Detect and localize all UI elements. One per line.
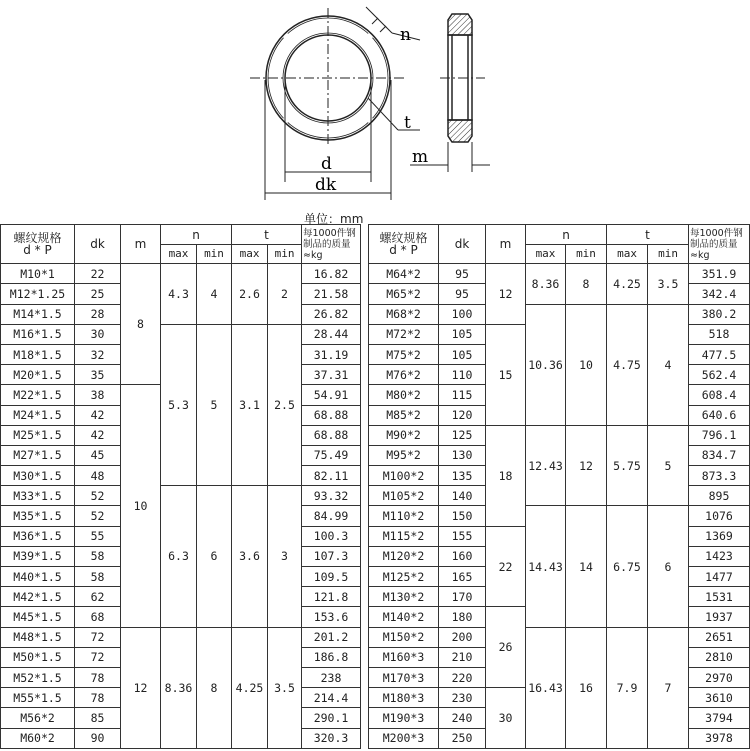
dk-cell: 220 — [439, 667, 486, 687]
spec-cell: M95*2 — [369, 445, 439, 465]
spec-cell: M80*2 — [369, 385, 439, 405]
header-weight: 每1000件钢制品的质量 ≈kg — [302, 225, 361, 264]
label-n: n — [400, 25, 411, 45]
dk-cell: 105 — [439, 324, 486, 344]
round-nut-drawing — [0, 0, 750, 210]
t-max-cell: 3.1 — [232, 324, 268, 486]
dk-cell: 230 — [439, 688, 486, 708]
dk-cell: 52 — [75, 486, 121, 506]
weight-cell: 84.99 — [302, 506, 361, 526]
dk-cell: 35 — [75, 365, 121, 385]
n-max-cell: 16.43 — [526, 627, 566, 748]
spec-cell: M18*1.5 — [1, 344, 75, 364]
weight-cell: 186.8 — [302, 647, 361, 667]
header-t-max: max — [232, 245, 268, 264]
dk-cell: 95 — [439, 264, 486, 284]
weight-cell: 2810 — [689, 647, 750, 667]
spec-cell: M90*2 — [369, 425, 439, 445]
header-spec — [1, 225, 75, 264]
weight-cell: 37.31 — [302, 365, 361, 385]
spec-cell: M22*1.5 — [1, 385, 75, 405]
spec-cell: M180*3 — [369, 688, 439, 708]
spec-cell: M52*1.5 — [1, 667, 75, 687]
weight-cell: 82.11 — [302, 466, 361, 486]
t-max-cell: 4.25 — [232, 627, 268, 748]
weight-cell: 107.3 — [302, 546, 361, 566]
dk-cell: 78 — [75, 667, 121, 687]
dk-cell: 78 — [75, 688, 121, 708]
spec-cell: M110*2 — [369, 506, 439, 526]
dk-cell: 42 — [75, 405, 121, 425]
t-max-cell: 3.6 — [232, 486, 268, 627]
spec-cell: M120*2 — [369, 546, 439, 566]
weight-cell: 75.49 — [302, 445, 361, 465]
table-row — [1, 324, 361, 344]
spec-cell: M50*1.5 — [1, 647, 75, 667]
spec-cell: M30*1.5 — [1, 466, 75, 486]
dk-cell: 28 — [75, 304, 121, 324]
t-min-cell: 5 — [648, 425, 689, 506]
spec-cell: M35*1.5 — [1, 506, 75, 526]
spec-cell: M115*2 — [369, 526, 439, 546]
dk-cell: 52 — [75, 506, 121, 526]
n-min-cell: 4 — [197, 264, 232, 325]
dk-cell: 130 — [439, 445, 486, 465]
m-cell: 30 — [486, 688, 526, 749]
spec-cell: M55*1.5 — [1, 688, 75, 708]
dk-cell: 90 — [75, 728, 121, 748]
spec-cell: M125*2 — [369, 567, 439, 587]
dk-cell: 135 — [439, 466, 486, 486]
t-max-cell: 4.25 — [607, 264, 648, 304]
header-t-min: min — [648, 245, 689, 264]
dk-cell: 72 — [75, 647, 121, 667]
header-spec-line1: 螺纹规格 — [13, 231, 62, 246]
spec-table-left — [0, 224, 361, 749]
t-max-cell: 5.75 — [607, 425, 648, 506]
n-min-cell: 5 — [197, 324, 232, 486]
dk-cell: 25 — [75, 284, 121, 304]
weight-cell: 380.2 — [689, 304, 750, 324]
spec-cell: M65*2 — [369, 284, 439, 304]
dk-cell: 62 — [75, 587, 121, 607]
n-max-cell: 10.36 — [526, 304, 566, 425]
dk-cell: 140 — [439, 486, 486, 506]
weight-cell: 1477 — [689, 567, 750, 587]
label-d: d — [321, 154, 332, 174]
header-t-min: min — [268, 245, 302, 264]
weight-cell: 518 — [689, 324, 750, 344]
weight-cell: 68.88 — [302, 425, 361, 445]
header-dk: dk — [75, 225, 121, 264]
spec-cell: M56*2 — [1, 708, 75, 728]
t-min-cell: 3.5 — [648, 264, 689, 304]
spec-cell: M40*1.5 — [1, 567, 75, 587]
n-max-cell: 5.3 — [161, 324, 197, 486]
dk-cell: 95 — [439, 284, 486, 304]
weight-cell: 1076 — [689, 506, 750, 526]
weight-cell: 2651 — [689, 627, 750, 647]
t-max-cell: 2.6 — [232, 264, 268, 325]
dimension-lines — [265, 7, 490, 200]
weight-cell: 93.32 — [302, 486, 361, 506]
n-max-cell: 8.36 — [526, 264, 566, 304]
weight-cell: 608.4 — [689, 385, 750, 405]
header-n-min: min — [197, 245, 232, 264]
n-min-cell: 8 — [197, 627, 232, 748]
dk-cell: 58 — [75, 567, 121, 587]
weight-cell: 873.3 — [689, 466, 750, 486]
header-spec — [369, 225, 439, 264]
unit-label: 单位：mm — [304, 212, 364, 226]
weight-cell: 109.5 — [302, 567, 361, 587]
t-min-cell: 4 — [648, 304, 689, 425]
dk-cell: 160 — [439, 546, 486, 566]
weight-cell: 3978 — [689, 728, 750, 748]
m-cell: 18 — [486, 425, 526, 526]
header-n-min: min — [566, 245, 607, 264]
m-cell: 26 — [486, 607, 526, 688]
header-n: n — [526, 225, 607, 245]
spec-cell: M85*2 — [369, 405, 439, 425]
t-min-cell: 3.5 — [268, 627, 302, 748]
dk-cell: 250 — [439, 728, 486, 748]
weight-cell: 351.9 — [689, 264, 750, 284]
spec-cell: M100*2 — [369, 466, 439, 486]
spec-cell: M64*2 — [369, 264, 439, 284]
dk-cell: 150 — [439, 506, 486, 526]
weight-cell: 796.1 — [689, 425, 750, 445]
spec-cell: M45*1.5 — [1, 607, 75, 627]
weight-cell: 100.3 — [302, 526, 361, 546]
table-row — [1, 264, 361, 284]
dk-cell: 72 — [75, 627, 121, 647]
header-t: t — [607, 225, 689, 245]
weight-cell: 3610 — [689, 688, 750, 708]
header-dk: dk — [439, 225, 486, 264]
header-row — [1, 225, 361, 245]
t-min-cell: 7 — [648, 627, 689, 748]
weight-cell: 320.3 — [302, 728, 361, 748]
dk-cell: 200 — [439, 627, 486, 647]
header-m: m — [121, 225, 161, 264]
header-spec-line2: d * P — [23, 243, 52, 258]
spec-cell: M68*2 — [369, 304, 439, 324]
weight-cell: 121.8 — [302, 587, 361, 607]
header-t: t — [232, 225, 302, 245]
dk-cell: 38 — [75, 385, 121, 405]
spec-cell: M170*3 — [369, 667, 439, 687]
header-t-max: max — [607, 245, 648, 264]
weight-cell: 153.6 — [302, 607, 361, 627]
n-min-cell: 12 — [566, 425, 607, 506]
dk-cell: 115 — [439, 385, 486, 405]
weight-cell: 31.19 — [302, 344, 361, 364]
dk-cell: 68 — [75, 607, 121, 627]
weight-cell: 26.82 — [302, 304, 361, 324]
dk-cell: 210 — [439, 647, 486, 667]
weight-cell: 201.2 — [302, 627, 361, 647]
dk-cell: 32 — [75, 344, 121, 364]
m-cell: 12 — [486, 264, 526, 325]
dk-cell: 125 — [439, 425, 486, 445]
n-min-cell: 6 — [197, 486, 232, 627]
t-max-cell: 7.9 — [607, 627, 648, 748]
spec-cell: M150*2 — [369, 627, 439, 647]
dk-cell: 105 — [439, 344, 486, 364]
header-spec-line2: d * P — [389, 243, 418, 258]
spec-cell: M42*1.5 — [1, 587, 75, 607]
header-n: n — [161, 225, 232, 245]
spec-table-right — [368, 224, 750, 749]
dk-cell: 45 — [75, 445, 121, 465]
spec-cell: M33*1.5 — [1, 486, 75, 506]
weight-cell: 1531 — [689, 587, 750, 607]
weight-cell: 16.82 — [302, 264, 361, 284]
weight-cell: 2970 — [689, 667, 750, 687]
t-min-cell: 2 — [268, 264, 302, 325]
m-cell: 12 — [121, 627, 161, 748]
dk-cell: 165 — [439, 567, 486, 587]
weight-cell: 3794 — [689, 708, 750, 728]
table-row — [369, 304, 750, 324]
weight-cell: 238 — [302, 667, 361, 687]
table-row — [369, 627, 750, 647]
m-cell: 22 — [486, 526, 526, 607]
spec-cell: M27*1.5 — [1, 445, 75, 465]
spec-cell: M36*1.5 — [1, 526, 75, 546]
label-m: m — [412, 147, 429, 167]
dk-cell: 48 — [75, 466, 121, 486]
m-cell: 8 — [121, 264, 161, 385]
weight-cell: 640.6 — [689, 405, 750, 425]
spec-cell: M200*3 — [369, 728, 439, 748]
n-min-cell: 14 — [566, 506, 607, 627]
t-max-cell: 4.75 — [607, 304, 648, 425]
dk-cell: 100 — [439, 304, 486, 324]
spec-cell: M48*1.5 — [1, 627, 75, 647]
dk-cell: 85 — [75, 708, 121, 728]
spec-cell: M130*2 — [369, 587, 439, 607]
weight-cell: 562.4 — [689, 365, 750, 385]
n-min-cell: 10 — [566, 304, 607, 425]
header-row — [369, 225, 750, 245]
weight-cell: 28.44 — [302, 324, 361, 344]
t-min-cell: 6 — [648, 506, 689, 627]
weight-cell: 21.58 — [302, 284, 361, 304]
n-min-cell: 16 — [566, 627, 607, 748]
spec-cell: M105*2 — [369, 486, 439, 506]
header-n-max: max — [526, 245, 566, 264]
weight-cell: 54.91 — [302, 385, 361, 405]
weight-cell: 895 — [689, 486, 750, 506]
weight-cell: 1937 — [689, 607, 750, 627]
spec-cell: M190*3 — [369, 708, 439, 728]
spec-cell: M25*1.5 — [1, 425, 75, 445]
n-max-cell: 12.43 — [526, 425, 566, 506]
spec-cell: M14*1.5 — [1, 304, 75, 324]
dk-cell: 155 — [439, 526, 486, 546]
header-spec-line1: 螺纹规格 — [379, 231, 428, 246]
n-max-cell: 14.43 — [526, 506, 566, 627]
t-min-cell: 3 — [268, 486, 302, 627]
weight-cell: 342.4 — [689, 284, 750, 304]
dk-cell: 22 — [75, 264, 121, 284]
header-weight: 每1000件钢制品的质量≈kg — [689, 225, 750, 264]
spec-cell: M12*1.25 — [1, 284, 75, 304]
label-t: t — [404, 113, 411, 133]
table-row — [369, 264, 750, 284]
n-max-cell: 6.3 — [161, 486, 197, 627]
dk-cell: 170 — [439, 587, 486, 607]
spec-cell: M72*2 — [369, 324, 439, 344]
header-n-max: max — [161, 245, 197, 264]
weight-cell: 477.5 — [689, 344, 750, 364]
dk-cell: 30 — [75, 324, 121, 344]
dk-cell: 240 — [439, 708, 486, 728]
table-row — [1, 627, 361, 647]
n-min-cell: 8 — [566, 264, 607, 304]
weight-cell: 290.1 — [302, 708, 361, 728]
table-row — [1, 486, 361, 506]
table-row — [369, 506, 750, 526]
t-max-cell: 6.75 — [607, 506, 648, 627]
dk-cell: 58 — [75, 546, 121, 566]
spec-cell: M140*2 — [369, 607, 439, 627]
weight-cell: 214.4 — [302, 688, 361, 708]
spec-cell: M10*1 — [1, 264, 75, 284]
spec-cell: M16*1.5 — [1, 324, 75, 344]
m-cell: 10 — [121, 385, 161, 627]
dk-cell: 55 — [75, 526, 121, 546]
t-min-cell: 2.5 — [268, 324, 302, 486]
weight-cell: 1423 — [689, 546, 750, 566]
label-dk: dk — [315, 175, 337, 195]
spec-cell: M39*1.5 — [1, 546, 75, 566]
spec-cell: M60*2 — [1, 728, 75, 748]
spec-cell: M160*3 — [369, 647, 439, 667]
dk-cell: 120 — [439, 405, 486, 425]
dk-cell: 42 — [75, 425, 121, 445]
n-max-cell: 4.3 — [161, 264, 197, 325]
spec-cell: M76*2 — [369, 365, 439, 385]
header-m: m — [486, 225, 526, 264]
weight-cell: 834.7 — [689, 445, 750, 465]
table-row — [369, 425, 750, 445]
spec-cell: M24*1.5 — [1, 405, 75, 425]
weight-cell: 1369 — [689, 526, 750, 546]
spec-cell: M75*2 — [369, 344, 439, 364]
m-cell: 15 — [486, 324, 526, 425]
dk-cell: 180 — [439, 607, 486, 627]
spec-cell: M20*1.5 — [1, 365, 75, 385]
n-max-cell: 8.36 — [161, 627, 197, 748]
weight-cell: 68.88 — [302, 405, 361, 425]
dk-cell: 110 — [439, 365, 486, 385]
